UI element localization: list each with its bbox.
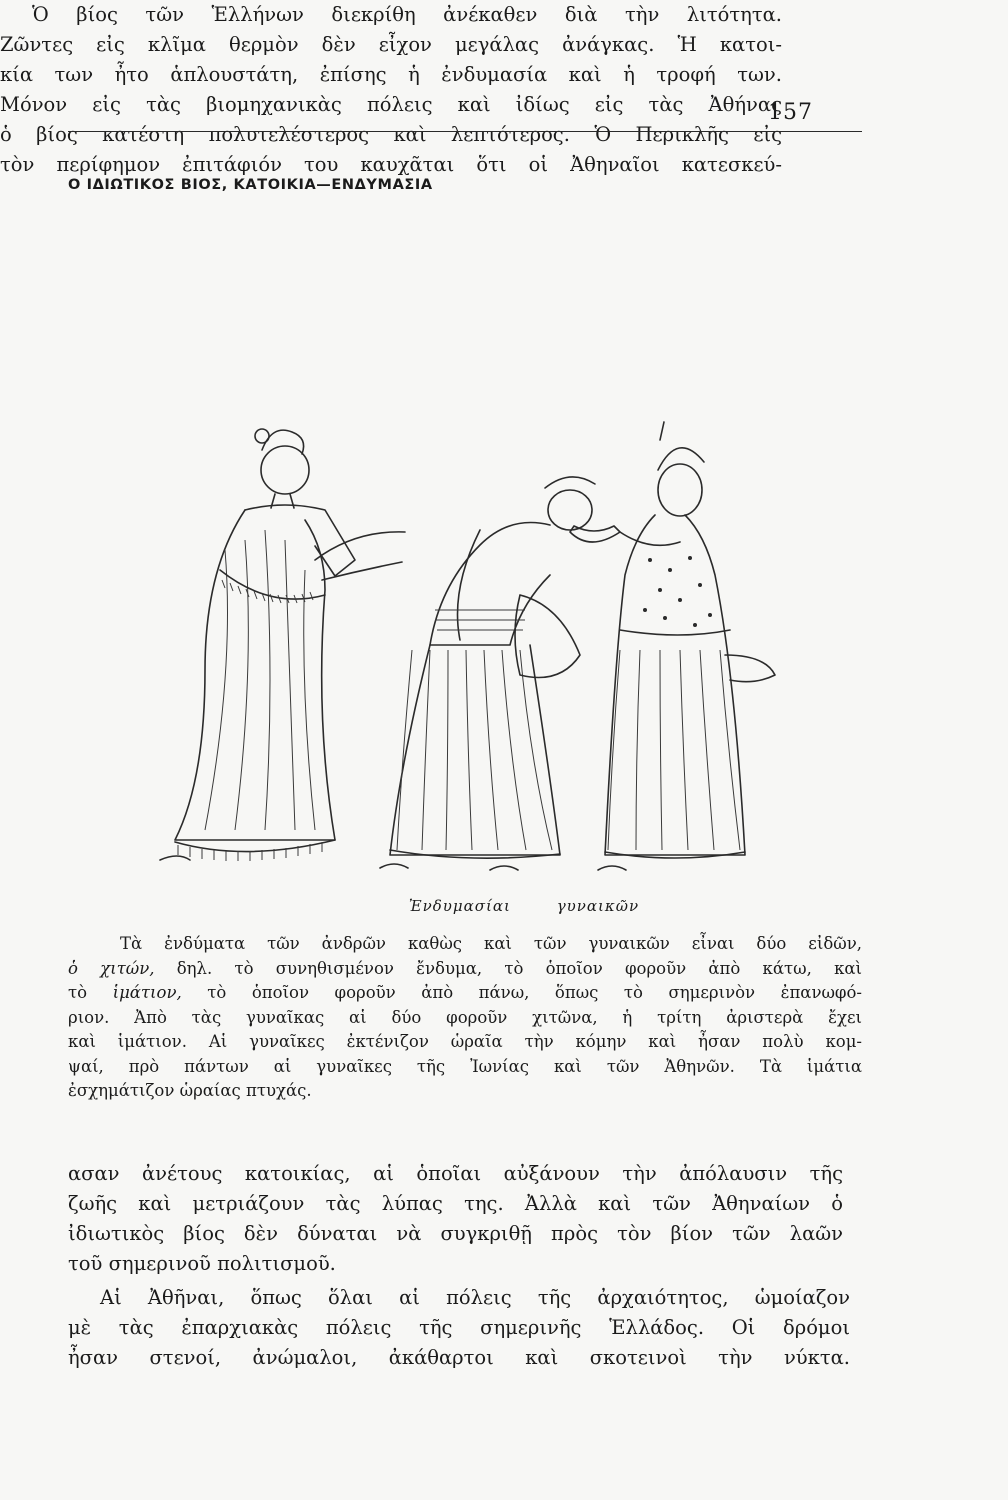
figure-woman-right — [570, 422, 775, 870]
paragraph-intro — [0, 0, 782, 180]
paragraph-athens — [68, 1283, 850, 1373]
note-line — [68, 981, 862, 1006]
text-line: Μόνον εἰς τὰς βιομηχανικὰς πόλεις καὶ ἰδίως εἰς τὰς Ἀθήνας — [0, 93, 782, 116]
paragraph-continuation — [68, 1159, 843, 1279]
illustration-women-garments — [150, 420, 870, 880]
note-line: Τὰ ἐνδύματα τῶν ἀνδρῶν καθὼς καὶ τῶν γυναικῶν εἶναι δύο εἰδῶν, — [120, 934, 862, 953]
note-line: καὶ ἱμάτιον. Αἱ γυναῖκες ἐκτένιζον ὡραῖα τὴν κόμην καὶ ἦσαν πολὺ κομ- — [68, 1032, 862, 1051]
text-line: τοῦ σημερινοῦ πολιτισμοῦ. — [68, 1252, 336, 1275]
text-line: τὸν περίφημον ἐπιτάφιόν του καυχᾶται ὅτι οἱ Ἀθηναῖοι κατεσκεύ- — [0, 153, 782, 176]
text-line: ἦσαν στενοί, ἀνώμαλοι, ἀκάθαρτοι καὶ σκοτεινοὶ τὴν νύκτα. — [68, 1346, 850, 1369]
text-line: ἰδιωτικὸς βίος δὲν δύναται νὰ συγκριθῇ πρὸς τὸν βίον τῶν λαῶν — [68, 1222, 843, 1245]
caption-part2: γυναικῶν — [556, 897, 640, 915]
note-line — [68, 957, 862, 982]
term-chiton: ὁ χιτών, — [68, 958, 155, 978]
text-line: Αἱ Ἀθῆναι, ὅπως ὅλαι αἱ πόλεις τῆς ἀρχαιότητος, ὡμοίαζον — [100, 1286, 850, 1309]
text-line: ὁ βίος κατέστη πολυτελέστερος καὶ λεπτότερος. Ὁ Περικλῆς εἰς — [0, 123, 782, 146]
term-himation: ἱμάτιον, — [112, 983, 182, 1002]
text-line: κία των ἦτο ἁπλουστάτη, ἐπίσης ἡ ἐνδυμασία καὶ ἡ τροφή των. — [0, 63, 782, 86]
text-line: ζωῆς καὶ μετριάζουν τὰς λύπας της. Ἀλλὰ καὶ τῶν Ἀθηναίων ὁ — [68, 1192, 843, 1215]
note-line-pre: τὸ — [68, 983, 113, 1002]
note-line-rest: τὸ ὁποῖον φοροῦν ἀπὸ πάνω, ὅπως τὸ σημερινὸν ἐπανωφό- — [181, 983, 862, 1002]
note-line: ψαί, πρὸ πάντων αἱ γυναῖκες τῆς Ἰωνίας καὶ τῶν Ἀθηνῶν. Τὰ ἱμάτια — [68, 1056, 862, 1076]
page-number: 157 — [768, 100, 813, 125]
note-line: ριον. Ἀπὸ τὰς γυναῖκας αἱ δύο φοροῦν χιτῶνα, ἡ τρίτη ἀριστερὰ ἔχει — [68, 1007, 862, 1027]
illustration-drawing — [150, 420, 870, 880]
text-line: Ζῶντες εἰς κλῖμα θερμὸν δὲν εἶχον μεγάλας ἀνάγκας. Ἡ κατοι- — [0, 33, 782, 56]
figure-note — [68, 932, 862, 1104]
note-line: ἐσχημάτιζον ὡραίας πτυχάς. — [68, 1081, 312, 1100]
caption-part1: Ἐνδυμασίαι — [408, 897, 511, 915]
note-line-rest: δηλ. τὸ συνηθισμένον ἔνδυμα, τὸ ὁποῖον φοροῦν ἀπὸ κάτω, καὶ — [154, 958, 862, 978]
text-line: μὲ τὰς ἐπαρχιακὰς πόλεις τῆς σημερινῆς Ἑλλάδος. Οἱ δρόμοι — [68, 1316, 850, 1339]
text-line: Ὁ βίος τῶν Ἑλλήνων διεκρίθη ἀνέκαθεν διὰ τὴν λιτότητα. — [32, 3, 782, 26]
header-rule — [68, 131, 862, 132]
figure-woman-left — [160, 429, 405, 861]
figure-woman-center — [380, 477, 595, 870]
figure-caption — [0, 897, 1008, 915]
text-line: ασαν ἀνέτους κατοικίας, αἱ ὁποῖαι αὐξάνουν τὴν ἀπόλαυσιν τῆς — [68, 1162, 843, 1185]
running-head: Ο ΙΔΙΩΤΙΚΟΣ ΒΙΟΣ, ΚΑΤΟΙΚΙΑ—ΕΝΔΥΜΑΣΙΑ — [68, 177, 433, 193]
